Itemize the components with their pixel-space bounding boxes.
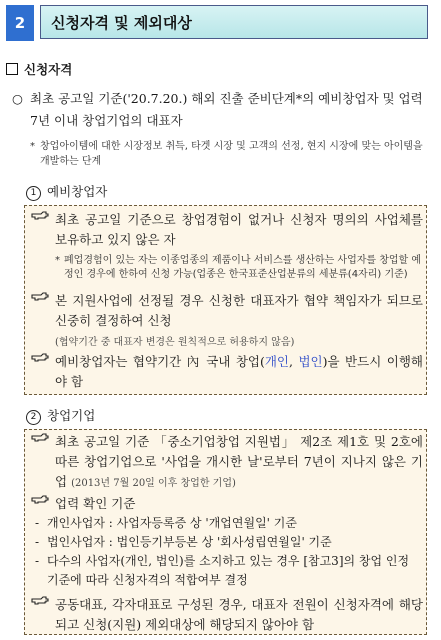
pointing-hand-icon — [31, 431, 49, 445]
subsection-startup — [26, 406, 95, 425]
section-label: 신청자격 — [24, 62, 73, 77]
dash-text: 개인사업자 : 사업자등록증 상 '개업연월일' 기준 — [47, 516, 297, 530]
item-text-main: 최초 공고일 기준 「중소기업창업 지원법」 제2조 제1호 및 2호에 따른 창업기업으로 '사업을 개시한 날'로부터 7년이 지나지 않은 기업 — [55, 434, 423, 489]
note-marker: * — [30, 141, 35, 152]
pointing-hand-icon — [31, 594, 49, 608]
subsection-label: 창업기업 — [47, 408, 96, 423]
circled-number: 1 — [26, 186, 41, 201]
dash-text: 다수의 사업자(개인, 법인)를 소지하고 있는 경우 [참고3]의 창업 인정 기준에 따라 신청자격의 적합여부 결정 — [47, 554, 410, 587]
preliminary-panel — [24, 205, 427, 395]
panel-item — [31, 494, 423, 514]
pointing-hand-icon — [31, 290, 49, 304]
section-title — [6, 60, 72, 78]
item-text: 최초 공고일 기준으로 창업경험이 없거나 신청자 명의의 사업체를 보유하고 있지 않은 자 — [55, 212, 423, 247]
item-text-e: )을 반드시 이행해야 함 — [55, 354, 423, 389]
main-note — [30, 139, 430, 169]
item-text: 본 지원사업에 선정될 경우 신청한 대표자가 협약 책임자가 되므로 신중히 결정하여 신청 — [55, 293, 423, 328]
section-header — [6, 5, 430, 41]
subsection-preliminary — [26, 182, 107, 201]
item-text-sep: , — [289, 354, 299, 369]
note-marker: * — [55, 255, 60, 266]
panel-item — [31, 291, 423, 331]
item-paren-note: (협약기간 중 대표자 변경은 원칙적으로 허용하지 않음) — [55, 337, 295, 348]
main-note-text: 창업아이템에 대한 시장정보 취득, 타겟 시장 및 고객의 선정, 현지 시장에 맞는 아이템을 개발하는 단계 — [40, 141, 423, 167]
pointing-hand-icon — [31, 209, 49, 223]
panel-item — [31, 595, 423, 635]
dash-item: - 개인사업자 : 사업자등록증 상 '개업연월일' 기준 — [35, 514, 423, 533]
panel-item — [31, 352, 423, 392]
header-number: 2 — [6, 5, 34, 41]
circle-bullet: ○ — [12, 91, 23, 106]
dash-text: 법인사업자 : 법인등기부등본 상 '회사성립연월일' 기준 — [47, 535, 332, 549]
item-note-text: 폐업경험이 있는 자는 이종업종의 제품이나 서비스를 생산하는 사업자를 창업할 예정인 경우에 한하여 신청 가능(업종은 한국표준산업분류의 세분류(4자리) 기준) — [64, 255, 422, 280]
pointing-hand-icon — [31, 351, 49, 365]
dash-item: - 다수의 사업자(개인, 법인)를 소지하고 있는 경우 [참고3]의 창업 인정 기준에 따라 신청자격의 적합여부 결정 — [35, 552, 423, 590]
circled-number: 2 — [26, 410, 41, 425]
item-text: 공동대표, 각자대표로 구성된 경우, 대표자 전원이 신청자격에 해당되고 신청(지원) 제외대상에 해당되지 않아야 함 — [55, 597, 423, 632]
item-note — [55, 254, 423, 282]
item-text-a: 예비창업자는 협약기간 內 국내 창업( — [55, 354, 265, 369]
panel-item — [31, 210, 423, 250]
panel-item — [31, 432, 423, 494]
dash-item: - 법인사업자 : 법인등기부등본 상 '회사성립연월일' 기준 — [35, 533, 423, 552]
item-text — [55, 352, 423, 392]
item-paren: (2013년 7월 20일 이후 창업한 기업) — [71, 478, 236, 489]
square-bullet-icon — [6, 63, 18, 75]
header-title: 신청자격 및 제외대상 — [40, 5, 428, 39]
item-text: 업력 확인 기준 — [55, 496, 136, 511]
subsection-label: 예비창업자 — [47, 184, 108, 199]
main-point — [12, 88, 432, 132]
item-text-corporate: 법인 — [298, 354, 323, 369]
main-point-text: 최초 공고일 기준('20.7.20.) 해외 진출 준비단계*의 예비창업자 및 업력 7년 이내 창업기업의 대표자 — [30, 91, 423, 128]
pointing-hand-icon — [31, 493, 49, 507]
startup-panel — [24, 429, 427, 635]
item-text-individual: 개인 — [264, 354, 290, 369]
item-text — [55, 432, 423, 494]
